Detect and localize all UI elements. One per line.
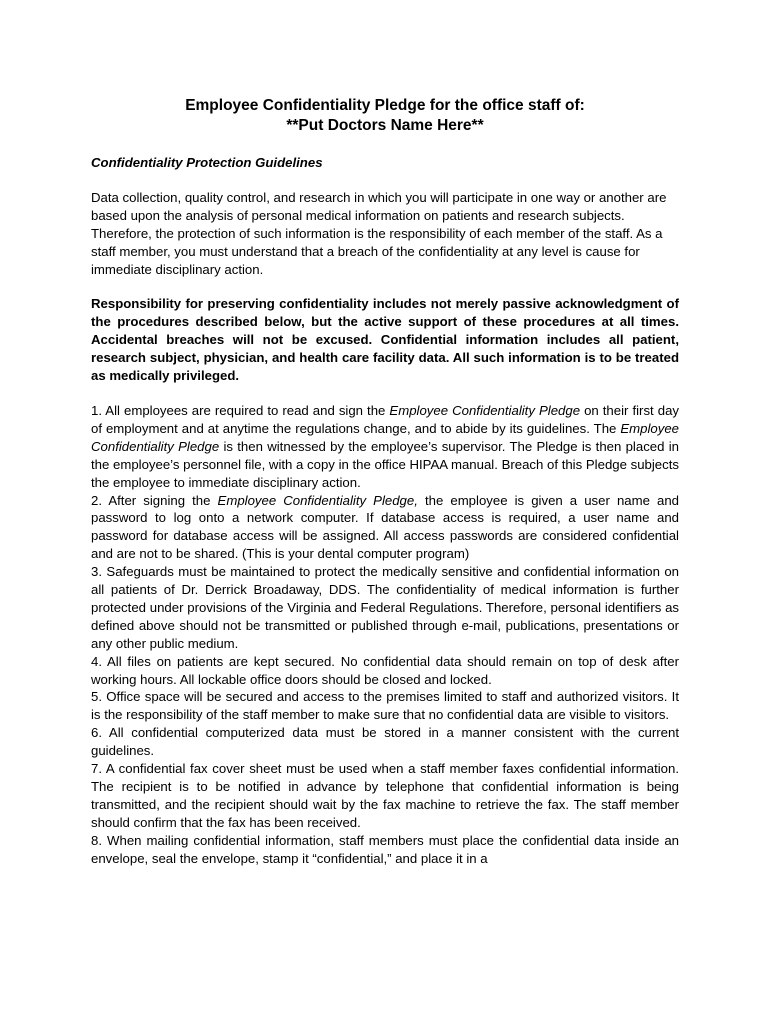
- item-emphasis: Employee Confidentiality Pledge: [91, 420, 679, 454]
- item-emphasis: Employee Confidentiality Pledge: [389, 402, 581, 418]
- title-line-2: **Put Doctors Name Here**: [286, 117, 484, 134]
- list-item: 7. A confidential fax cover sheet must be used when a staff member faxes confidential information. The recipient is to be notified in advance by telephone that confidential information is being transmitted, and the recipient should wait by the fax machine to retrieve the fax. The staff member should confirm that the fax has been received.: [91, 761, 679, 830]
- item-text: 1. All employees are required to read and sign the: [91, 402, 390, 418]
- document-title: [91, 96, 679, 136]
- list-item: 4. All files on patients are kept secured. No confidential data should remain on top of desk after working hours. All lockable office doors should be closed and locked.: [91, 653, 679, 687]
- list-item: 6. All confidential computerized data must be stored in a manner consistent with the current guidelines.: [91, 725, 679, 759]
- section-heading: Confidentiality Protection Guidelines: [91, 155, 323, 170]
- item-text: the employee is given a user name and password to log onto a network computer. If database access is required, a user name and password for database access will be assigned. All access passwords are considered confidential and are not to be shared. (This is your dental computer program): [91, 492, 680, 562]
- list-item: 3. Safeguards must be maintained to protect the medically sensitive and confidential information on all patients of Dr. Derrick Broadaway, DDS. The confidentiality of medical information is further protected under provisions of the Virginia and Federal Regulations. Therefore, personal identifiers as defined above should not be transmitted or published through e-mail, publications, presentations or any other public medium.: [91, 564, 679, 651]
- guidelines-list: [91, 402, 679, 868]
- item-text: on their first day of employment and at anytime the regulations change, and to abide by its guidelines. The: [91, 402, 679, 436]
- list-item: [91, 492, 679, 564]
- document-page: [91, 96, 679, 868]
- intro-paragraph: Data collection, quality control, and research in which you will participate in one way or another are based upon the analysis of personal medical information on patients and research subjects. Therefore, the protection of such information is the responsibility of each member of the staff. As a staff member, you must understand that a breach of the confidentiality at any level is cause for immediate disciplinary action.: [91, 189, 667, 277]
- item-text: 2. After signing the: [91, 492, 218, 508]
- list-item: 5. Office space will be secured and access to the premises limited to staff and authorized visitors. It is the responsibility of the staff member to make sure that no confidential data are visible to visitors.: [91, 689, 679, 723]
- title-line-1: Employee Confidentiality Pledge for the office staff of:: [185, 97, 585, 114]
- item-emphasis: Employee Confidentiality Pledge,: [217, 492, 418, 508]
- list-item: 8. When mailing confidential information, staff members must place the confidential data inside an envelope, seal the envelope, stamp it “confidential,” and place it in a: [91, 832, 679, 866]
- item-text: is then witnessed by the employee’s supervisor. The Pledge is then placed in the employee’s personnel file, with a copy in the office HIPAA manual. Breach of this Pledge subjects the employee to immediate disciplinary action.: [91, 438, 680, 490]
- responsibility-paragraph: Responsibility for preserving confidentiality includes not merely passive acknowledgment of the procedures described below, but the active support of these procedures at all times. Accidental breaches will not be excused. Confidential information includes all patient, research subject, physician, and health care facility data. All such information is to be treated as medically privileged.: [91, 296, 679, 384]
- list-item: [91, 402, 679, 492]
